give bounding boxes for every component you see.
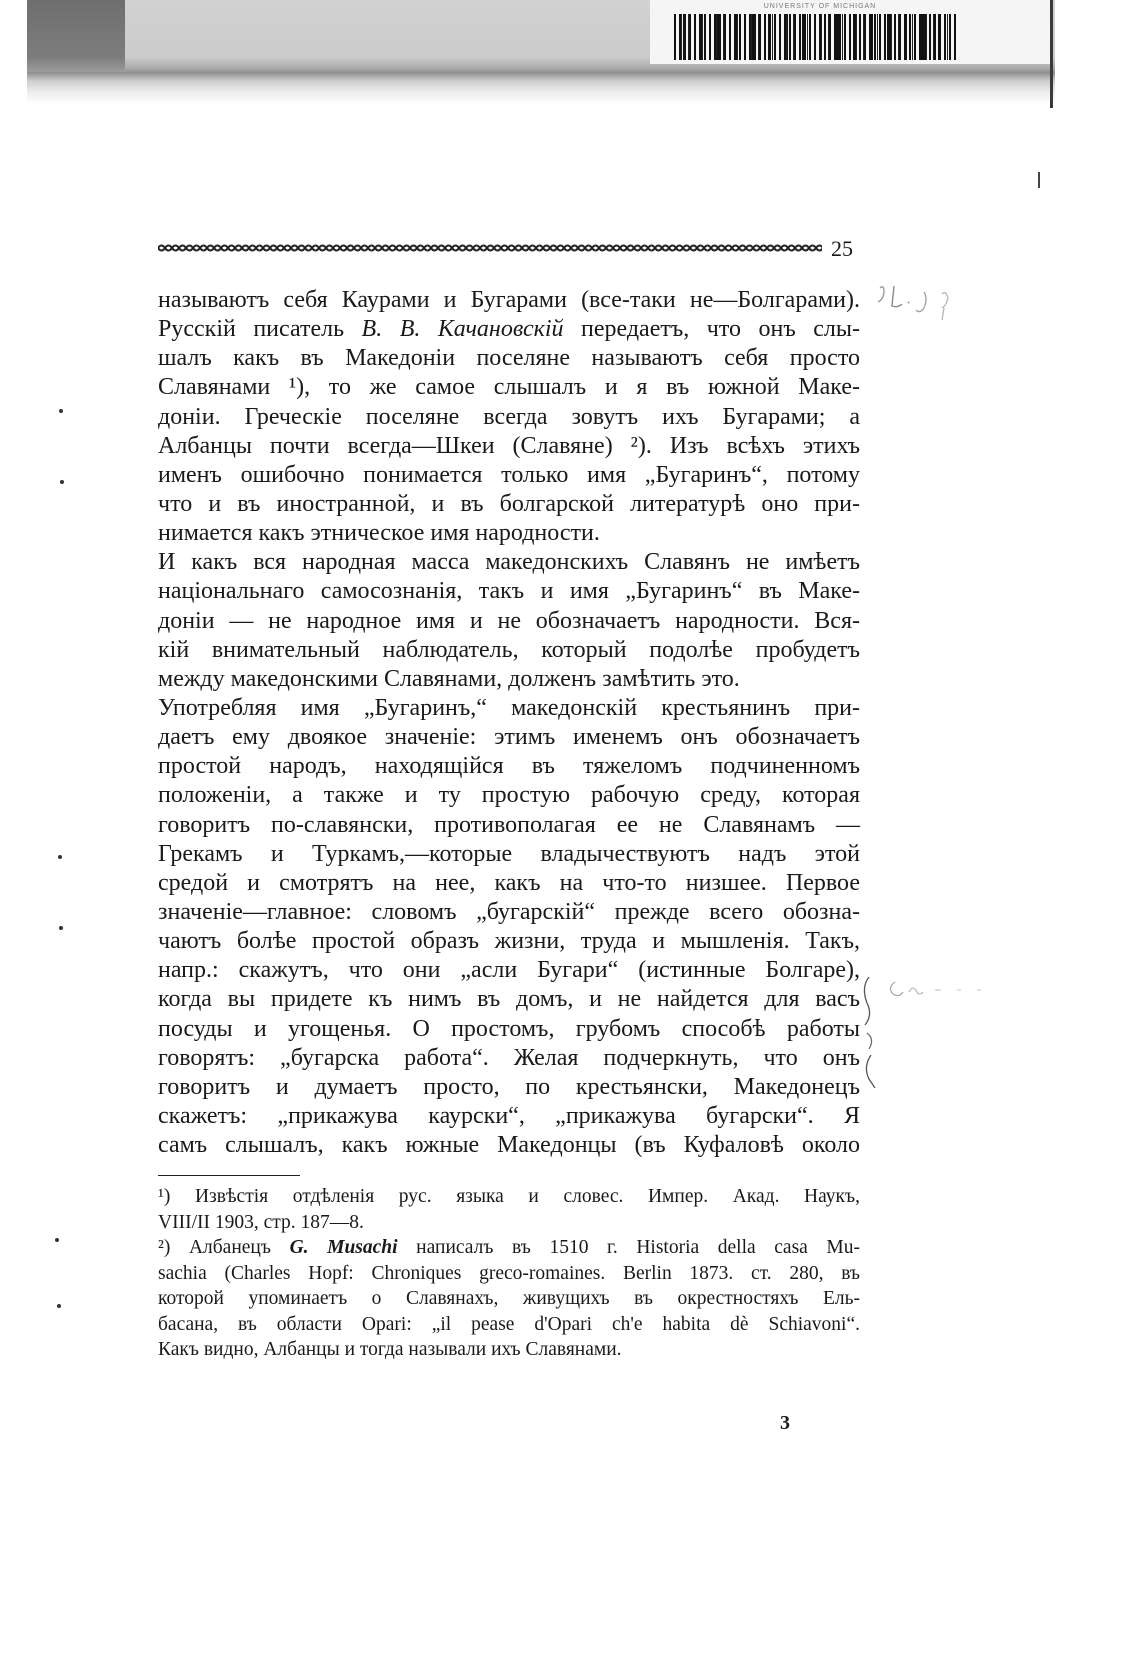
body-line: положеніи, а также и ту простую рабочую среду, которая (158, 782, 860, 809)
signature-mark: 3 (780, 1412, 790, 1434)
footnotes (158, 1184, 860, 1363)
body-line: Албанцы почти всегда—Шкеи (Славяне) ²). Изъ всѣхъ этихъ (158, 432, 860, 459)
body-line: И какъ вся народная масса македонскихъ Славянъ не имѣетъ (158, 549, 860, 576)
footnote-line: басана, въ области Opari: „il pease d'Opari ch'e habita dè Schiavoni“. (158, 1313, 860, 1335)
scanner-shadow-block (27, 0, 125, 72)
body-line: кій внимательный наблюдатель, который подолѣе пробудетъ (158, 636, 860, 663)
body-line: когда вы придете къ нимъ въ домъ, и не найдется для васъ (158, 986, 860, 1013)
body-line: скажетъ: „прикажува каурски“, „прикажува бугарски“. Я (158, 1102, 860, 1129)
footnote-rule (158, 1175, 300, 1176)
body-line: говоритъ и думаетъ просто, по крестьянски, Македонецъ (158, 1073, 860, 1100)
body-line: національнаго самосознанія, такъ и имя „Бугаринъ“ въ Маке- (158, 578, 860, 605)
body-line: посуды и угощенья. О простомъ, грубомъ способѣ работы (158, 1015, 860, 1042)
body-line: доніи. Греческіе поселяне всегда зовутъ ихъ Бугарами; а (158, 403, 860, 430)
margin-dot (59, 926, 63, 930)
margin-dot (57, 1304, 61, 1308)
footnote-text: написалъ въ 1510 г. Historia della casa Mu- (397, 1237, 861, 1258)
footnote-line (158, 1235, 860, 1261)
body-text (158, 286, 860, 1160)
body-line: шалъ какъ въ Македоніи поселяне называютъ себя просто (158, 345, 860, 372)
barcode (674, 14, 956, 60)
margin-dot (58, 855, 62, 859)
handwritten-margin-scribble (885, 978, 1005, 1002)
footnote-line: ¹) Извѣстія отдѣленія рус. языка и словес. Импер. Акад. Наукъ, (158, 1186, 860, 1207)
footnote-line: Какъ видно, Албанцы и тогда называли ихъ Славянами. (158, 1339, 622, 1360)
body-line: Грекамъ и Туркамъ,—которые владычествуютъ надъ этой (158, 840, 860, 867)
margin-dot (55, 1238, 59, 1242)
body-line: самъ слышалъ, какъ южные Македонцы (въ Куфаловѣ около (158, 1132, 860, 1159)
footnote-line: sachia (Charles Hopf: Chroniques greco-romaines. Berlin 1873. ст. 280, въ (158, 1262, 860, 1284)
body-line: что и въ иностранной, и въ болгарской литературѣ оно при- (158, 490, 860, 517)
body-line: доніи — не народное имя и не обозначаетъ народности. Вся- (158, 607, 860, 634)
body-line-text: Русскій писатель (158, 316, 362, 343)
page-edge-line (1050, 0, 1053, 108)
body-line: говорятъ: „бугарска работа“. Желая подчеркнуть, что онъ (158, 1044, 860, 1071)
margin-dot (60, 480, 64, 484)
body-line: именъ ошибочно понимается только имя „Бугаринъ“, потому (158, 461, 860, 488)
body-line: говоритъ по-славянски, противополагая ее не Славянамъ — (158, 811, 860, 838)
body-line: даетъ ему двоякое значеніе: этимъ именемъ онъ обозначаетъ (158, 724, 860, 751)
body-line: нимается какъ этническое имя народности. (158, 520, 600, 547)
cited-author: G. Musachi (289, 1237, 398, 1258)
library-name: UNIVERSITY OF MICHIGAN (763, 3, 877, 10)
footnote-line: которой упоминаетъ о Славянахъ, живущихъ въ окрестностяхъ Ель- (158, 1288, 860, 1309)
body-line: чаютъ болѣе простой образъ жизни, труда и мышленія. Такъ, (158, 928, 860, 955)
handwritten-margin-note (872, 280, 972, 330)
body-line-text: передаетъ, что онъ слы- (563, 316, 860, 343)
page-edge-mark (1038, 172, 1040, 188)
header-ornament (158, 243, 822, 253)
author-name: В. В. Качановскій (361, 316, 564, 343)
body-line: значеніе—главное: словомъ „бугарскій“ прежде всего обозна- (158, 898, 860, 925)
footnote-text: ²) Албанецъ (158, 1237, 290, 1258)
body-line: между македонскими Славянами, долженъ замѣтить это. (158, 665, 740, 692)
body-line (158, 315, 860, 344)
body-line: простой народъ, находящійся въ тяжеломъ подчиненномъ (158, 753, 860, 780)
footnote-line: VIII/II 1903, стр. 187—8. (158, 1211, 364, 1233)
body-line: Славянами ¹), то же самое слышалъ и я въ южной Маке- (158, 374, 860, 401)
margin-dot (59, 409, 63, 413)
body-line: напр.: скажутъ, что они „асли Бугари“ (истинные Болгаре), (158, 957, 860, 984)
body-line: называютъ себя Каурами и Бугарами (все-таки не—Болгарами). (158, 287, 860, 313)
body-line: Употребляя имя „Бугаринъ,“ македонскій крестьянинъ при- (158, 694, 860, 721)
body-line: средой и смотрятъ на нее, какъ на что-то низшее. Первое (158, 869, 860, 896)
page-number: 25 (831, 236, 853, 261)
pencil-bracket (855, 975, 885, 1090)
library-barcode-label (650, 0, 1050, 64)
